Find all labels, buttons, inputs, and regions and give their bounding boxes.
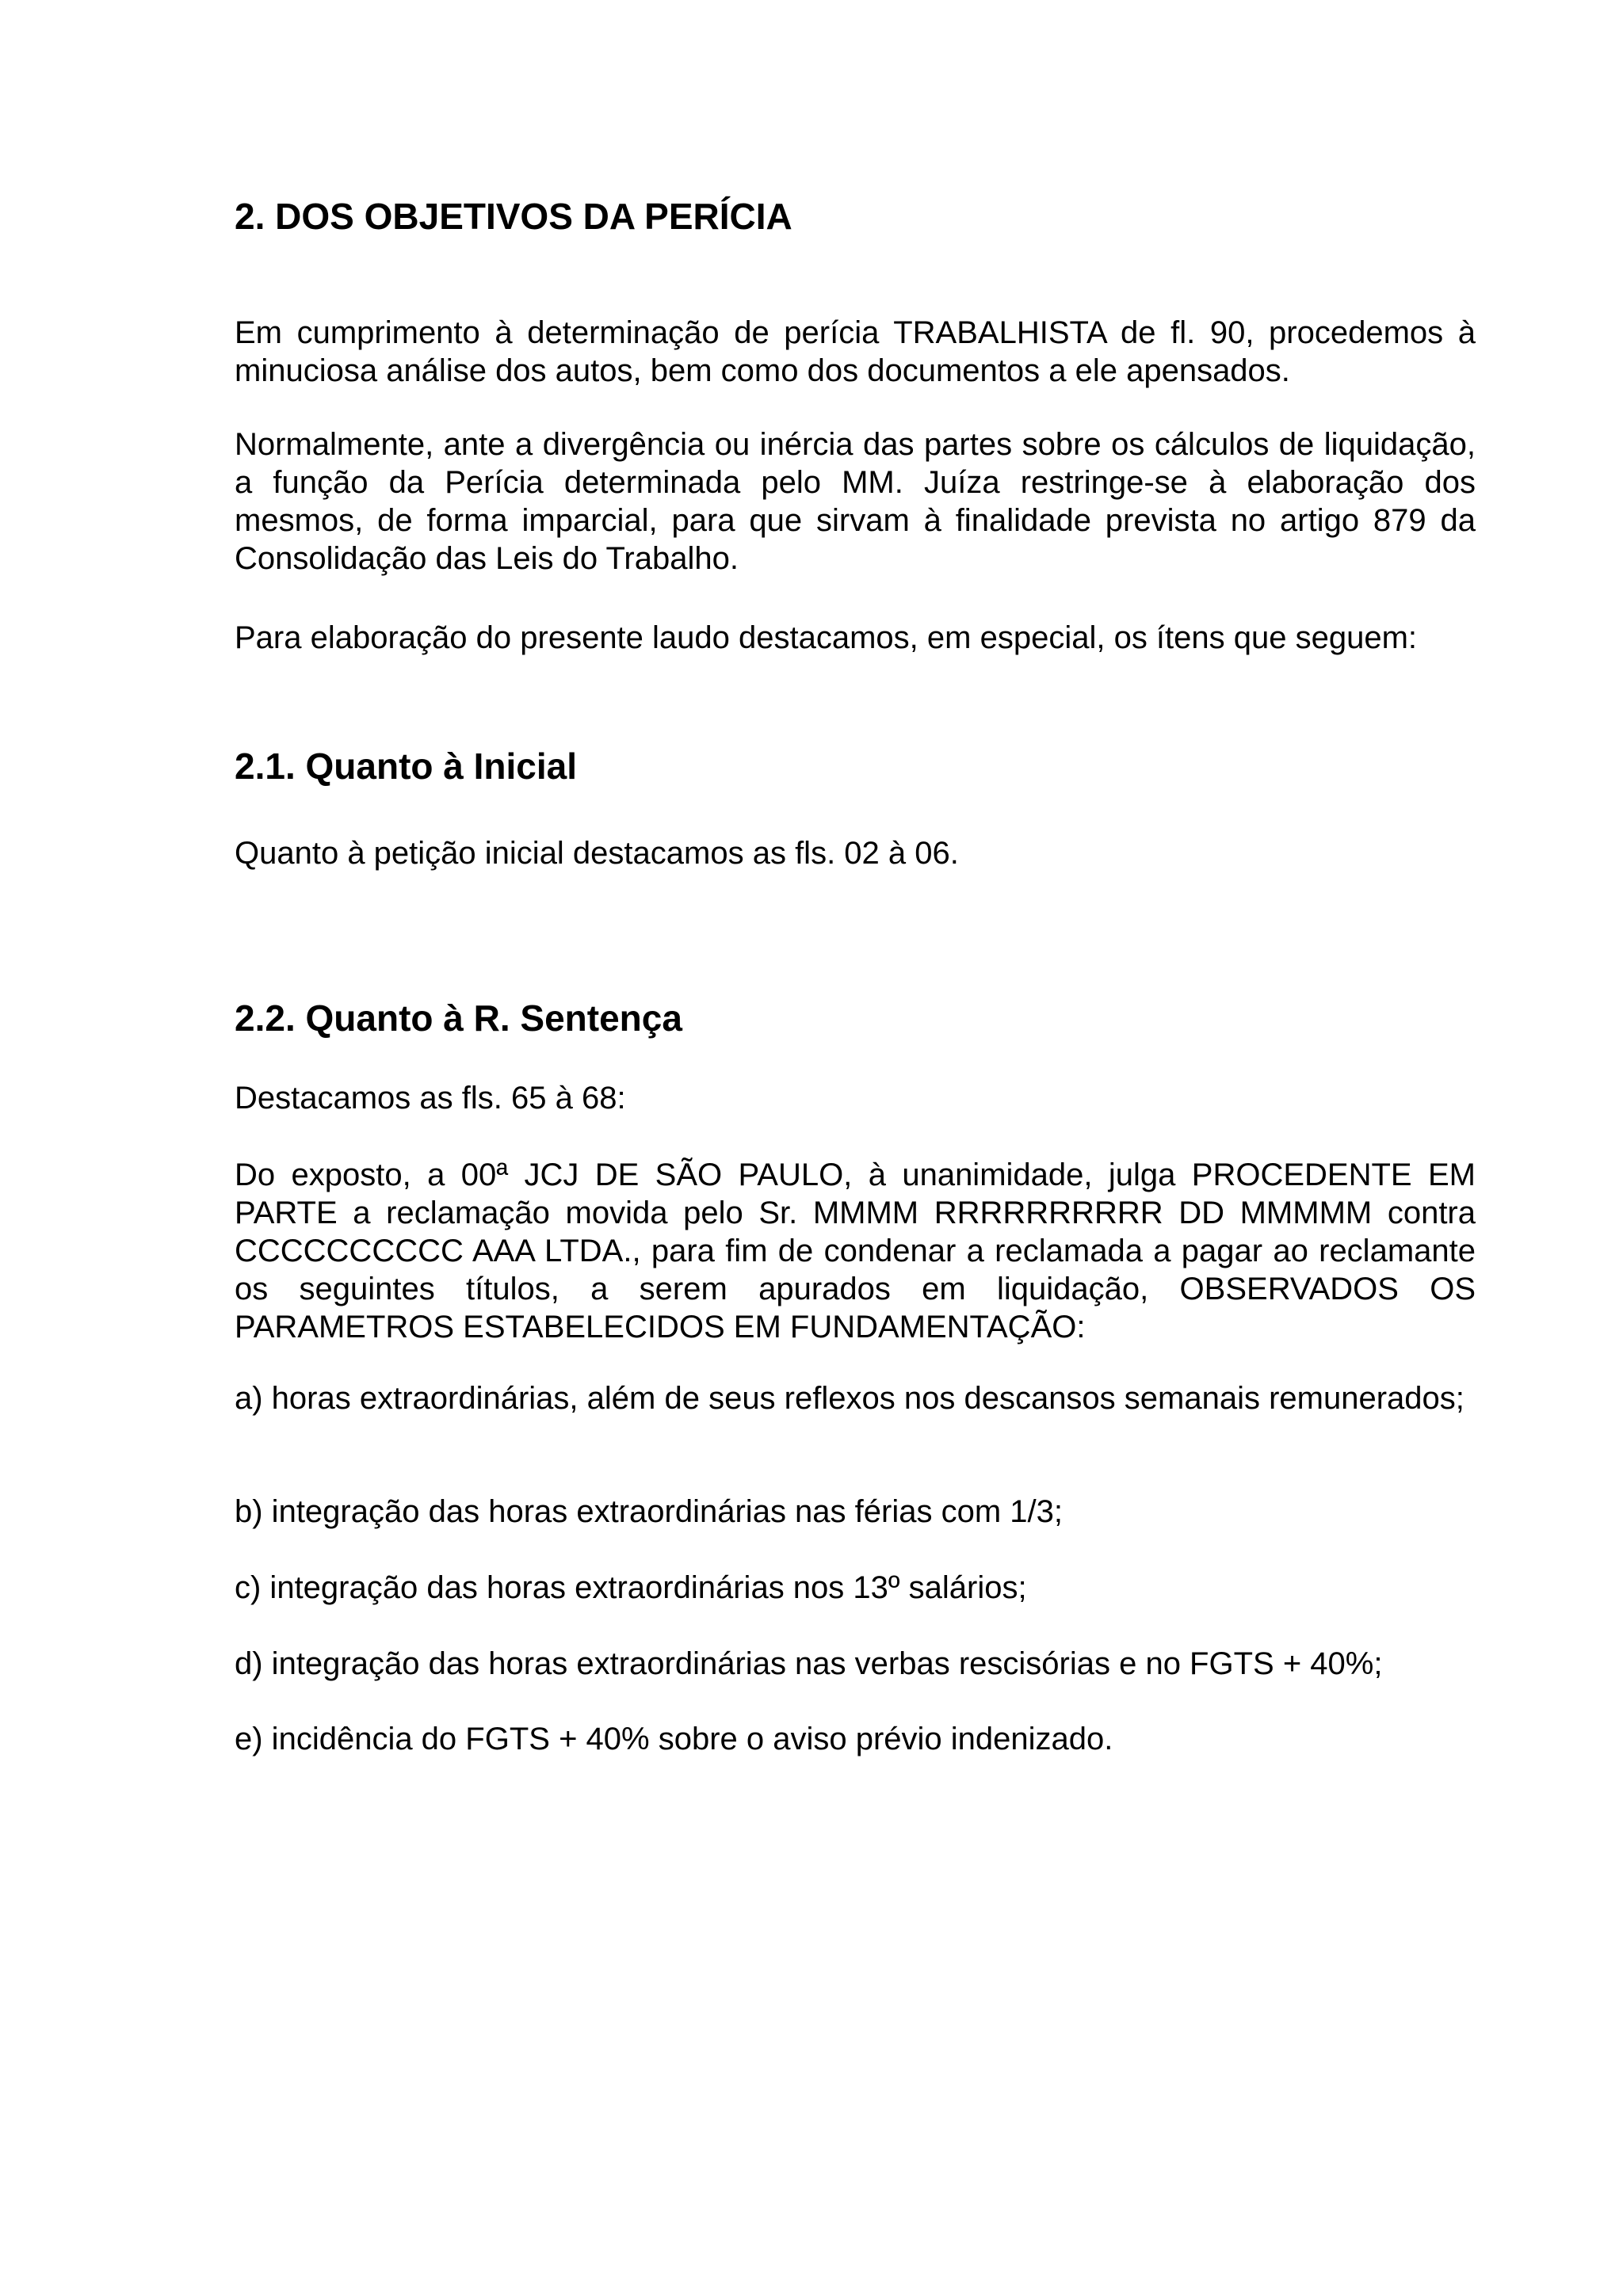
list-item: c) integração das horas extraordinárias nos 13º salários; <box>235 1570 1027 1605</box>
section-title: 2. DOS OBJETIVOS DA PERÍCIA <box>235 196 792 237</box>
paragraph-items-intro: Para elaboração do presente laudo destacamos, em especial, os ítens que seguem: <box>235 620 1418 655</box>
list-item: a) horas extraordinárias, além de seus reflexos nos descansos semanais remunerados; <box>235 1381 1465 1416</box>
paragraph-inicial: Quanto à petição inicial destacamos as fls. 02 à 06. <box>235 836 959 871</box>
subsection-title-inicial: 2.1. Quanto à Inicial <box>235 746 578 787</box>
list-item: b) integração das horas extraordinárias nas férias com 1/3; <box>235 1494 1063 1529</box>
paragraph-normally: Normalmente, ante a divergência ou inércia das partes sobre os cálculos de liquidação, a função da Perícia determinada pelo MM. Juíza restringe-se à elaboração dos mesmos, de forma imparcial, para que sirvam à finalidade prevista no artigo 879 da Consolidação das Leis do Trabalho. <box>235 427 1476 576</box>
document-page <box>235 0 1476 2296</box>
subsection-title-sentenca: 2.2. Quanto à R. Sentença <box>235 997 682 1039</box>
paragraph-sentenca-intro: Destacamos as fls. 65 à 68: <box>235 1081 626 1116</box>
list-item: d) integração das horas extraordinárias nas verbas rescisórias e no FGTS + 40%; <box>235 1646 1383 1681</box>
list-item: e) incidência do FGTS + 40% sobre o aviso prévio indenizado. <box>235 1722 1113 1756</box>
paragraph-decision: Do exposto, a 00ª JCJ DE SÃO PAULO, à unanimidade, julga PROCEDENTE EM PARTE a reclamação movida pelo Sr. MMMM RRRRRRRRRR DD MMMMM contra CCCCCCCCCC AAA LTDA., para fim de condenar a reclamada a pagar ao reclamante os seguintes títulos, a serem apurados em liquidação, OBSERVADOS OS PARAMETROS ESTABELECIDOS EM FUNDAMENTAÇÃO: <box>235 1158 1476 1344</box>
paragraph-objective: Em cumprimento à determinação de perícia TRABALHISTA de fl. 90, procedemos à minuciosa análise dos autos, bem como dos documentos a ele apensados. <box>235 315 1476 388</box>
